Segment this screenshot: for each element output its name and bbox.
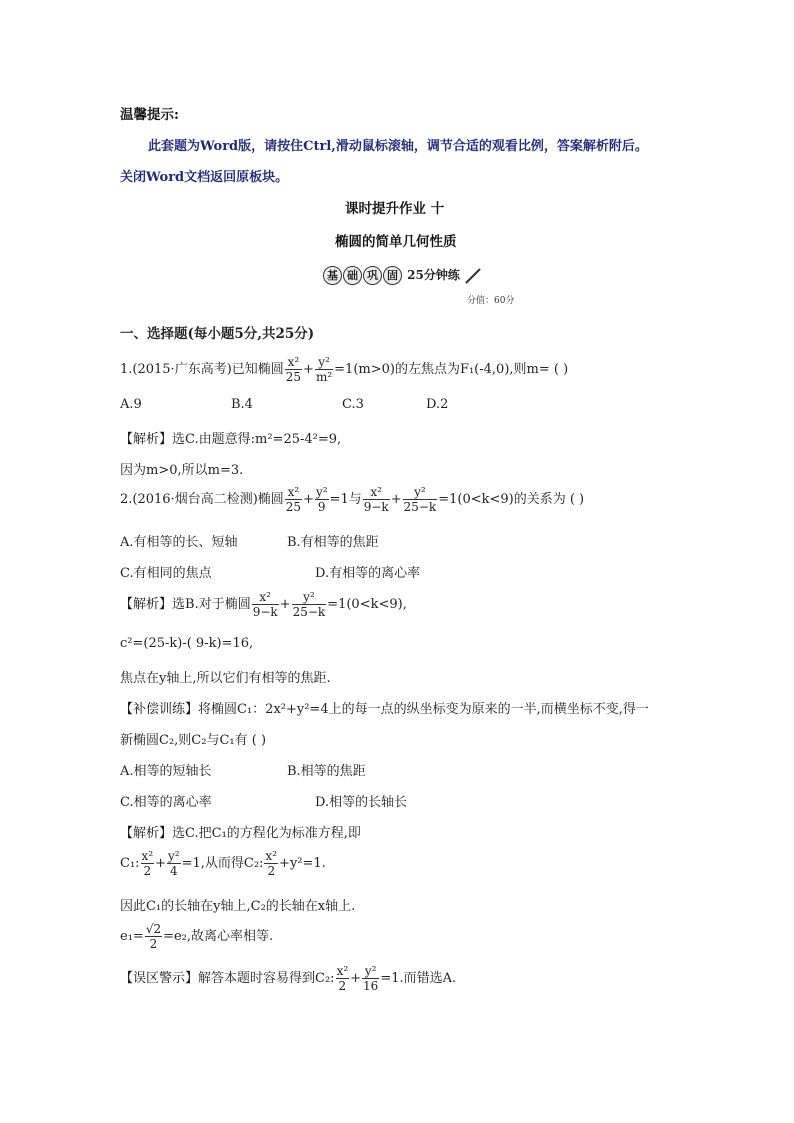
q1-option-d: D.2: [426, 397, 449, 412]
bc-warning: 【误区警示】解答本题时容易得到C₂: $\frac{\text{x²}}{2}$ + $\frac{\text{y²}}{16}$ =1.而错选A.: [120, 964, 457, 993]
bc-line-1: 【补偿训练】将椭圆C₁：2x²+y²=4上的每一点的纵坐标变为原来的一半,而横坐标不变,得一: [120, 702, 649, 717]
tip-line-1: 此套题为Word版，请按住Ctrl,滑动鼠标滚轴，调节合适的观看比例，答案解析附后。: [148, 139, 648, 154]
badge-char: 础: [343, 266, 362, 285]
page-subtitle: 椭圆的简单几何性质: [335, 234, 457, 250]
bc-option-c: C.相等的离心率: [120, 795, 212, 810]
section-badge: [323, 266, 484, 285]
q1-analysis-1: 【解析】选C.由题意得:m²=25-4²=9,: [120, 432, 342, 447]
q2-analysis-3: 焦点在y轴上,所以它们有相等的焦距.: [120, 671, 331, 686]
bc-analysis-2: C₁: $\frac{\text{x²}}{2}$ + $\frac{\text{y²}}{4}$ =1,从而得C₂: $\frac{\text{x²}}{2}$ +y²=1.: [120, 849, 326, 878]
badge-char: 固: [383, 266, 402, 285]
question-1: 1.(2015·广东高考)已知椭圆 $\frac{\text{x²}}{25}$ + $\frac{\text{y²}}{\text{m²}}$ =1(m>0)的左焦点为F₁(-4,0),则m= ( ): [120, 355, 569, 384]
q1-option-b: B.4: [231, 397, 253, 412]
bc-option-a: A.相等的短轴长: [120, 764, 212, 779]
q2-option-c: C.有相同的焦点: [120, 566, 212, 581]
section-heading: 一、选择题(每小题5分,共25分): [120, 326, 315, 342]
page-title: 课时提升作业 十: [345, 201, 445, 217]
badge-tail: 25分钟练: [407, 268, 460, 282]
tip-line-2: 关闭Word文档返回原板块。: [120, 170, 289, 185]
pen-icon: [464, 267, 484, 285]
q2-option-b: B.有相等的焦距: [287, 535, 379, 550]
badge-char: 基: [323, 266, 342, 285]
bc-line-2: 新椭圆C₂,则C₂与C₁有 ( ): [120, 733, 267, 748]
tip-title: 温馨提示:: [120, 107, 179, 123]
bc-analysis-4: e₁= $\frac{√2}{2}$ =e₂,故离心率相等.: [120, 922, 274, 951]
score-label: 分值：60分: [467, 296, 515, 306]
q2-option-a: A.有相等的长、短轴: [120, 535, 238, 550]
bc-analysis-3: 因此C₁的长轴在y轴上,C₂的长轴在x轴上.: [120, 899, 356, 914]
bc-option-d: D.相等的长轴长: [315, 795, 408, 810]
bc-analysis-1: 【解析】选C.把C₁的方程化为标准方程,即: [120, 826, 361, 841]
question-2: 2.(2016·烟台高二检测)椭圆 $\frac{\text{x²}}{25}$ + $\frac{\text{y²}}{9}$ =1与 $\frac{\text{x²}}{9-k}$ + $\frac{\text{y²}}{25-k}$ =1(0<k<9)的关系为 ( ): [120, 485, 585, 514]
q1-option-a: A.9: [120, 397, 142, 412]
q2-option-d: D.有相等的离心率: [315, 566, 421, 581]
q1-analysis-2: 因为m>0,所以m=3.: [120, 463, 244, 478]
q2-analysis-2: c²=(25-k)-( 9-k)=16,: [120, 636, 254, 651]
q1-option-c: C.3: [342, 397, 364, 412]
q2-analysis-1: 【解析】选B.对于椭圆 $\frac{\text{x²}}{9-k}$ + $\frac{\text{y²}}{25-k}$ =1(0<k<9),: [120, 590, 407, 619]
bc-option-b: B.相等的焦距: [287, 764, 366, 779]
badge-char: 巩: [363, 266, 382, 285]
